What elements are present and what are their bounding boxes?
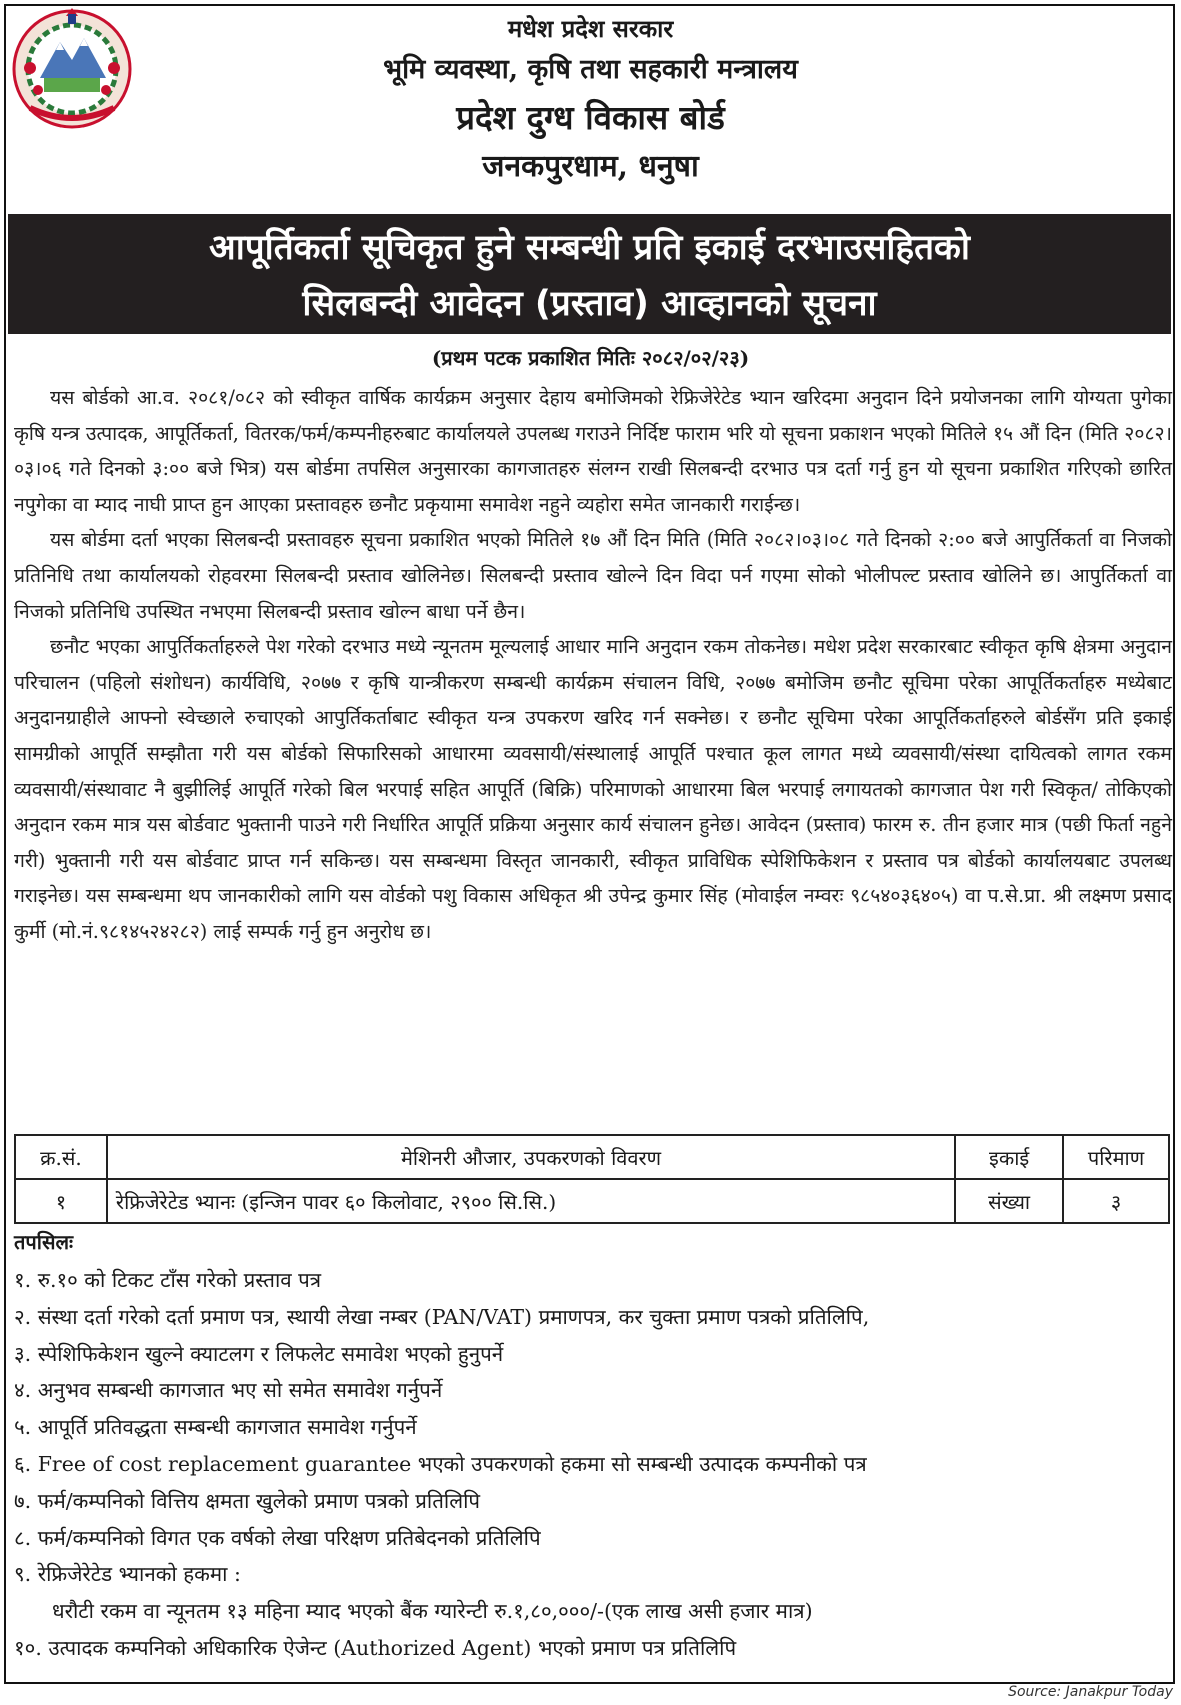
notice-title-line1: आपूर्तिकर्ता सूचिकृत हुने सम्बन्धी प्रति इकाई दरभाउसहितको	[209, 228, 970, 268]
notice-title-line2: सिलबन्दी आवेदन (प्रस्ताव) आव्हानको सूचना	[302, 284, 877, 324]
source-credit: Source: Janakpur Today	[1008, 1684, 1173, 1700]
list-item: ३. स्पेशिफिकेशन खुल्ने क्याटलग र लिफलेट समावेश भएको हुनुपर्ने	[14, 1341, 504, 1366]
list-item: ७. फर्म/कम्पनिको वित्तिय क्षमता खुलेको प्रमाण पत्रको प्रतिलिपि	[14, 1488, 481, 1513]
list-item-sub: धरौटी रकम वा न्यूनतम १३ महिना म्याद भएको बैंक ग्यारेन्टी रु.१,८०,०००/-(एक लाख असी हजार मात्र)	[52, 1599, 813, 1624]
list-item: १०. उत्पादक कम्पनिको अधिकारिक ऐजेन्ट (Authorized Agent) भएको प्रमाण पत्र प्रतिलिपि	[14, 1635, 737, 1660]
ministry-name: भूमि व्यवस्था, कृषि तथा सहकारी मन्त्रालय	[383, 54, 798, 85]
board-location: जनकपुरधाम, धनुषा	[482, 149, 699, 184]
notice-title	[8, 214, 1171, 334]
cell-unit: संख्या	[955, 1179, 1063, 1223]
list-item: ४. अनुभव सम्बन्धी कागजात भए सो समेत समावेश गर्नुपर्ने	[14, 1378, 443, 1403]
government-name: मधेश प्रदेश सरकार	[507, 14, 674, 43]
list-item: ६. Free of cost replacement guarantee भएको उपकरणको हकमा सो सम्बन्धी उत्पादक कम्पनीको पत्र	[14, 1451, 867, 1476]
cell-serial: १	[15, 1179, 107, 1223]
issuer-header	[0, 10, 1181, 190]
paragraph-2: यस बोर्डमा दर्ता भएका सिलबन्दी प्रस्तावहरु सूचना प्रकाशित भएको मितिले १७ औं दिन मिति (मिति २०८२।०३।०८ गते दिनको २:०० बजे आपुर्तिकर्ता वा निजको प्रतिनिधि तथा कार्यालयको रोहवरमा सिलबन्दी प्रस्ताव खोलिनेछ। सिलबन्दी प्रस्ताव खोल्ने दिन विदा पर्न गएमा सोको भोलीपल्ट प्रस्ताव खोलिने छ। आपुर्तिकर्ता वा निजको प्रतिनिधि उपस्थित नभएमा सिलबन्दी प्रस्ताव खोल्न बाधा पर्ने छैन।	[14, 528, 1172, 623]
list-item: ५. आपूर्ति प्रतिवद्धता सम्बन्धी कागजात समावेश गर्नुपर्ने	[14, 1415, 417, 1440]
notice-body	[14, 380, 1172, 950]
annex-title: तपसिलः	[14, 1230, 74, 1254]
header-serial: क्र.सं.	[15, 1135, 107, 1179]
header-unit: इकाई	[955, 1135, 1063, 1179]
equipment-table	[14, 1134, 1170, 1224]
header-description: मेशिनरी औजार, उपकरणको विवरण	[107, 1135, 955, 1179]
cell-description: रेफ्रिजेरेटेड भ्यानः (इन्जिन पावर ६० किलोवाट, २९०० सि.सि.)	[107, 1179, 955, 1223]
table-row	[15, 1179, 1169, 1223]
cell-quantity: ३	[1063, 1179, 1169, 1223]
table-header-row	[15, 1135, 1169, 1179]
paragraph-3: छनौट भएका आपुर्तिकर्ताहरुले पेश गरेको दरभाउ मध्ये न्यूनतम मूल्यलाई आधार मानि अनुदान रकम तोकनेछ। मधेश प्रदेश सरकारबाट स्वीकृत कृषि क्षेत्रमा अनुदान परिचालन (पहिलो संशोधन) कार्यविधि, २०७७ र कृषि यान्त्रीकरण सम्बन्धी कार्यक्रम संचालन विधि, २०७७ बमोजिम छनौट सूचिमा परेका आपूर्तिकर्ताहरु मध्येबाट अनुदानग्राहीले आफ्नो स्वेच्छाले रुचाएको आपुर्तिकर्ताबाट स्वीकृत यन्त्र उपकरण खरिद गर्न सक्नेछ। र छनौट सूचिमा परेका आपूर्तिकर्ताहरुले बोर्डसँग प्रति इकाई सामग्रीको आपूर्ति सम्झौता गरी यस बोर्डको सिफारिसको आधारमा व्यवसायी/संस्थालाई आपूर्ति पश्चात कूल लागत मध्ये व्यवसायी/संस्था दायित्वको लागत रकम व्यवसायी/संस्थावाट नै बुझीलिई आपूर्ति गरेको बिल भरपाई सहित आपूर्ति (बिक्रि) परिमाणको आधारमा बिल भरपाई लगायतको कागजात पेश गरी स्विकृत/ तोकिएको अनुदान रकम मात्र यस बोर्डवाट भुक्तानी पाउने गरी निर्धारित आपूर्ति प्रक्रिया अनुसार कार्य संचालन हुनेछ। आवेदन (प्रस्ताव) फारम रु. तीन हजार मात्र (पछी फिर्ता नहुने गरी) भुक्तानी गरी यस बोर्डवाट प्राप्त गर्न सकिन्छ। यस सम्बन्धमा विस्तृत जानकारी, स्वीकृत प्राविधिक स्पेशिफिकेशन र प्रस्ताव पत्र बोर्डको कार्यालयबाट उपलब्ध गराइनेछ। यस सम्बन्धमा थप जानकारीको लागि यस वोर्डको पशु विकास अधिकृत श्री उपेन्द्र कुमार सिंह (मोवाईल नम्वरः ९८५४०३६४०५) वा प.से.प्रा. श्री लक्ष्मण प्रसाद कुर्मी (मो.नं.९८१४५२४२८२) लाई सम्पर्क गर्नु हुन अनुरोध छ।	[14, 635, 1172, 943]
list-item: २. संस्था दर्ता गरेको दर्ता प्रमाण पत्र, स्थायी लेखा नम्बर (PAN/VAT) प्रमाणपत्र, कर चुक्ता प्रमाण पत्रको प्रतिलिपि,	[14, 1304, 870, 1329]
header-quantity: परिमाण	[1063, 1135, 1169, 1179]
publication-date: (प्रथम पटक प्रकाशित मितिः २०८२/०२/२३)	[431, 346, 750, 370]
list-item: १. रु.१० को टिकट टाँस गरेको प्रस्ताव पत्र	[14, 1268, 322, 1292]
annex-list	[14, 1262, 1154, 1667]
list-item: ९. रेफ्रिजेरेटेड भ्यानको हकमा :	[14, 1562, 241, 1587]
paragraph-1: यस बोर्डको आ.व. २०८१/०८२ को स्वीकृत वार्षिक कार्यक्रम अनुसार देहाय बमोजिमको रेफ्रिजेरेटेड भ्यान खरिदमा अनुदान दिने प्रयोजनका लागि योग्यता पुगेका कृषि यन्त्र उत्पादक, आपूर्तिकर्ता, वितरक/फर्म/कम्पनीहरुबाट कार्यालयले उपलब्ध गराउने निर्दिष्ट फाराम भरि यो सूचना प्रकाशन भएको मितिले १५ औं दिन (मिति २०८२।०३।०६ गते दिनको ३:०० बजे भित्र) यस बोर्डमा तपसिल अनुसारका कागजातहरु संलग्न राखी सिलबन्दी दरभाउ पत्र दर्ता गर्नु हुन यो सूचना प्रकाशित गरिएको छारित नपुगेका वा म्याद नाघी प्राप्त हुन आएका प्रस्तावहरु छनौट प्रकृयामा समावेश नहुने व्यहोरा समेत जानकारी गराईन्छ।	[14, 386, 1172, 516]
list-item: ८. फर्म/कम्पनिको विगत एक वर्षको लेखा परिक्षण प्रतिबेदनको प्रतिलिपि	[14, 1525, 541, 1550]
board-name: प्रदेश दुग्ध विकास बोर्ड	[456, 98, 725, 137]
